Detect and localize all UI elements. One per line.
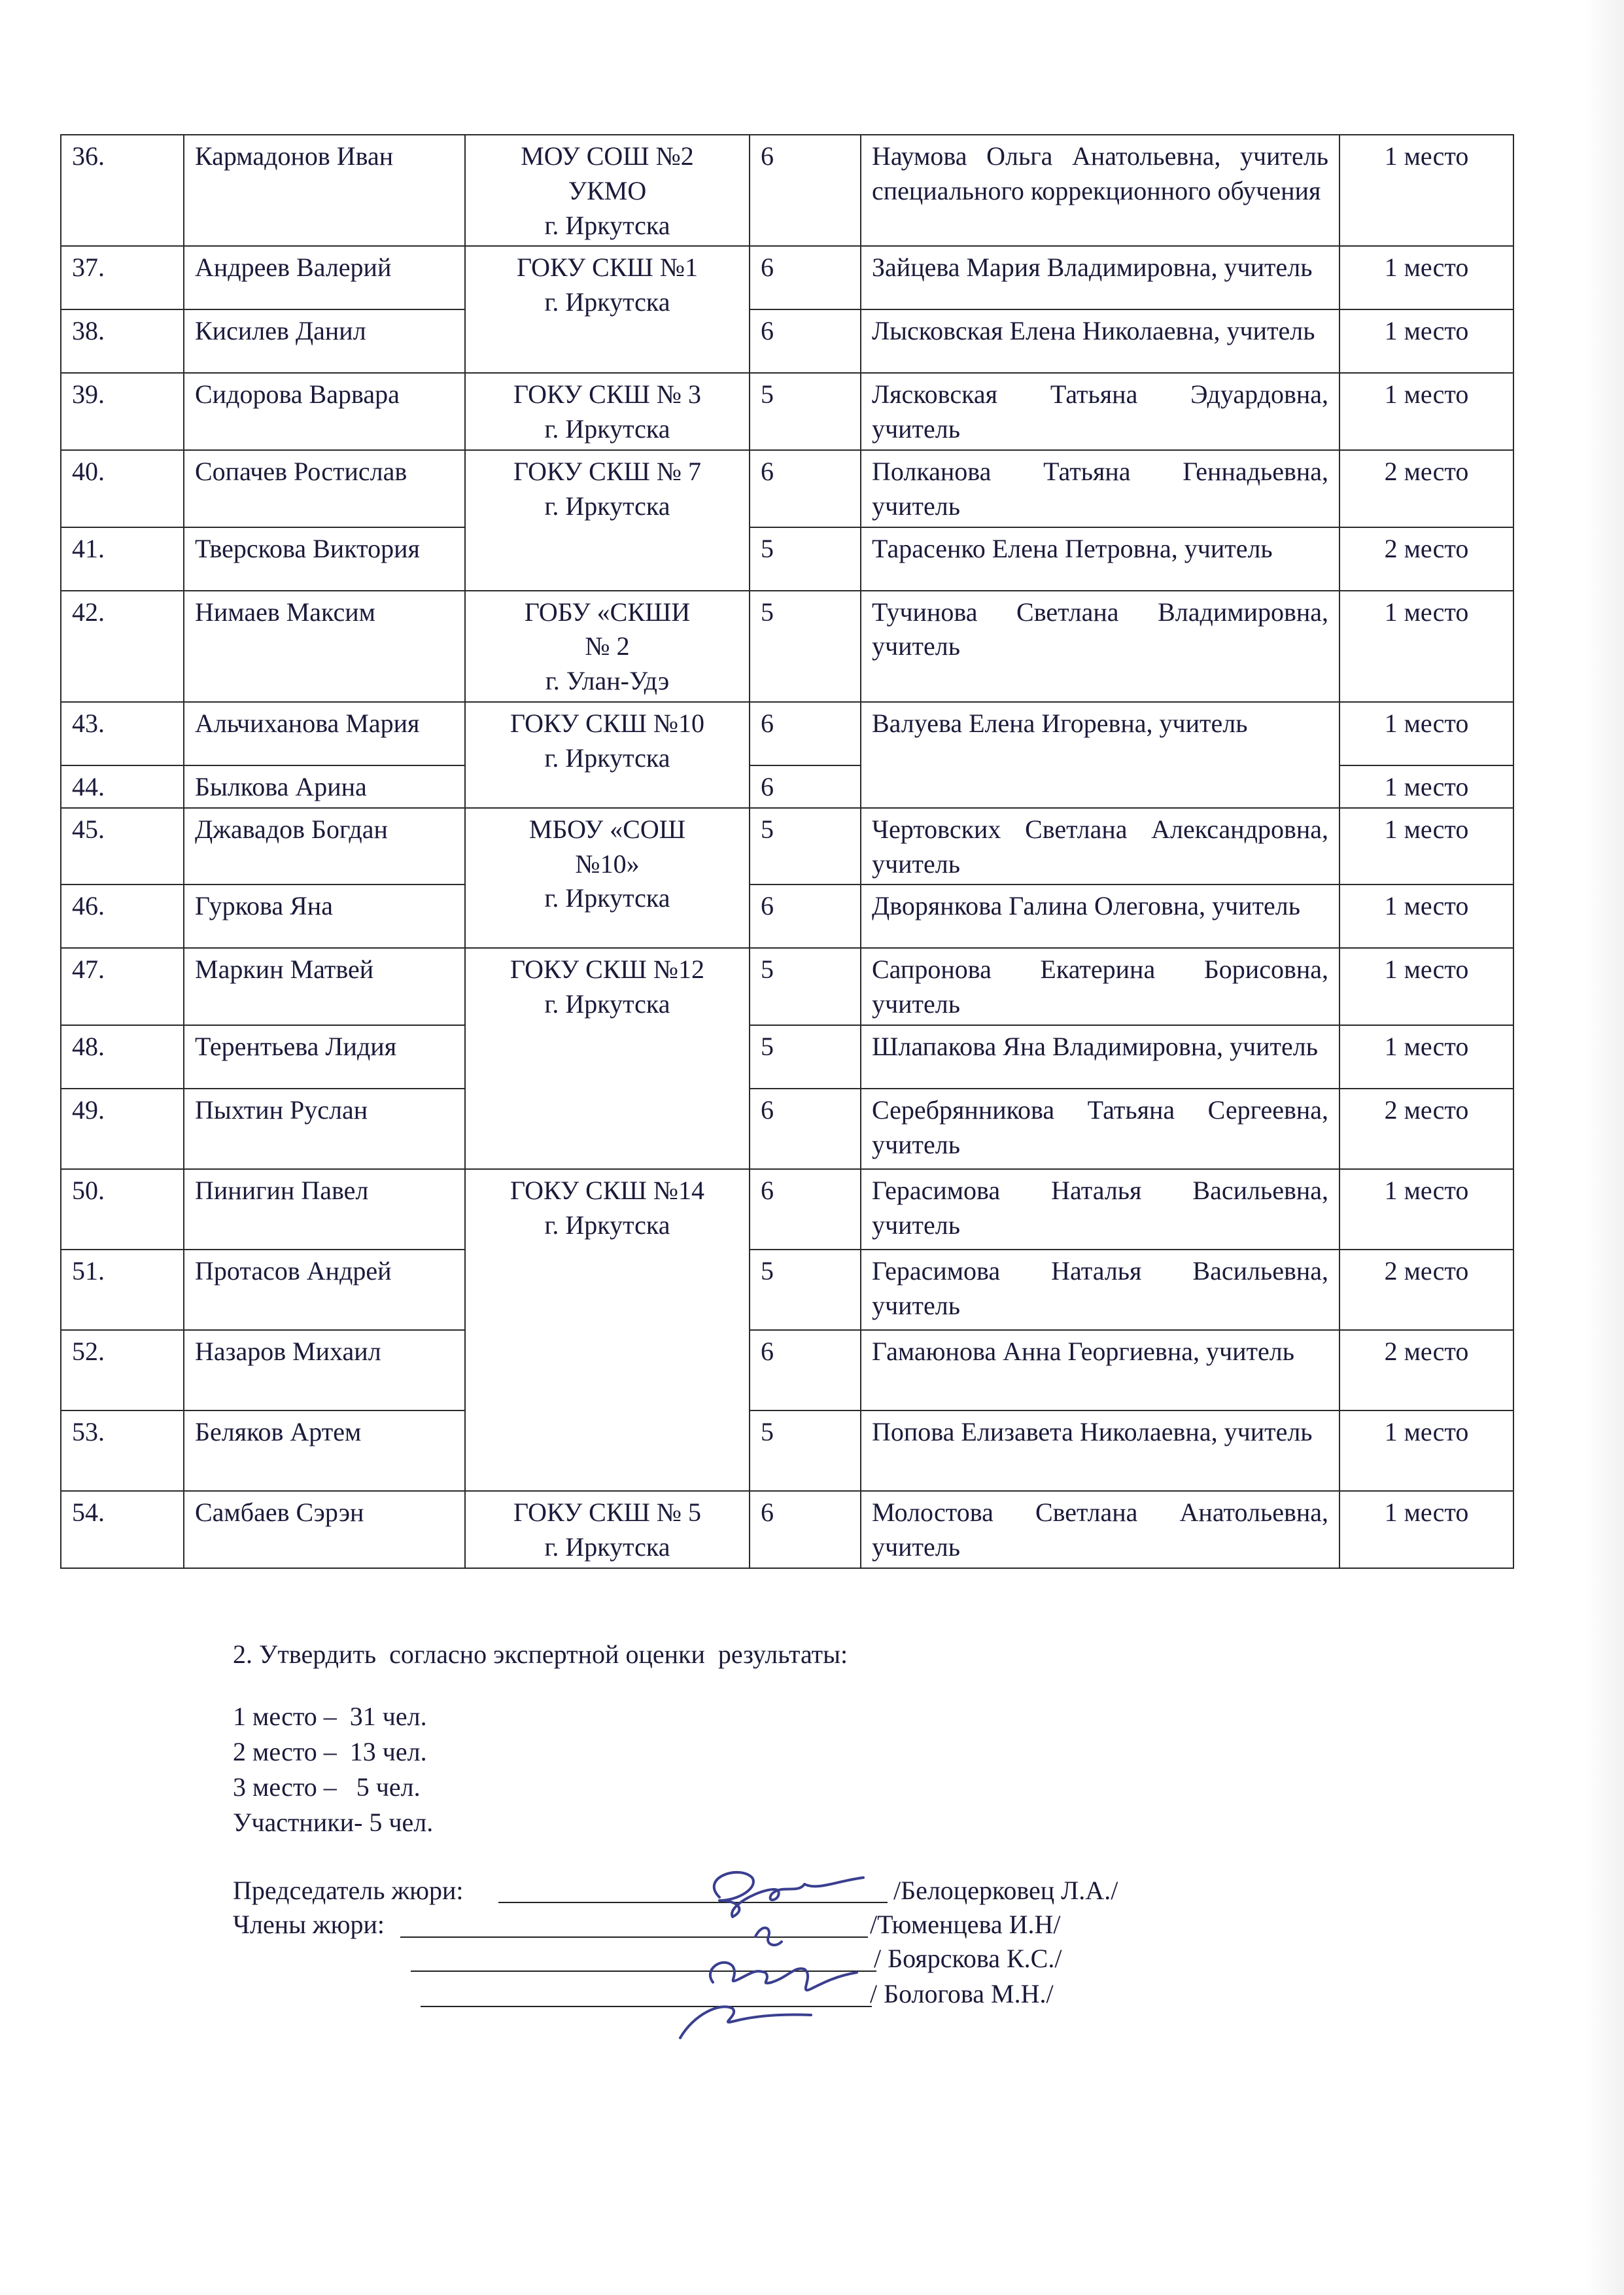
teacher-cell: Сапронова Екатерина Борисовна, учитель <box>861 948 1339 1025</box>
row-number: 36. <box>61 135 184 246</box>
place-cell: 1 место <box>1339 765 1513 808</box>
school-line: ГОКУ СКШ № 7 <box>513 456 702 486</box>
school-line: г. Иркутска <box>544 414 670 444</box>
student-name: Терентьева Лидия <box>184 1025 465 1089</box>
teacher-cell: Наумова Ольга Анатольевна, учитель специального коррекционного обучения <box>861 135 1339 246</box>
table-row <box>61 450 1513 527</box>
student-name: Тверскова Виктория <box>184 527 465 591</box>
grade-cell: 6 <box>750 246 861 309</box>
teacher-cell: Лысковская Елена Николаевна, учитель <box>861 309 1339 373</box>
school-cell <box>465 702 750 808</box>
table-row <box>61 1089 1513 1169</box>
table-row <box>61 808 1513 885</box>
grade-cell: 6 <box>750 1169 861 1250</box>
grade-cell: 6 <box>750 765 861 808</box>
grade-cell: 6 <box>750 1089 861 1169</box>
table-row <box>61 373 1513 450</box>
jury-member-2: / Боярскова К.С./ <box>874 1944 1062 1973</box>
teacher-cell: Валуева Елена Игоревна, учитель <box>861 702 1339 808</box>
table-row <box>61 948 1513 1025</box>
grade-cell: 5 <box>750 1025 861 1089</box>
teacher-cell: Герасимова Наталья Васильевна, учитель <box>861 1169 1339 1250</box>
table-row <box>61 885 1513 948</box>
student-name: Самбаев Сэрэн <box>184 1491 465 1568</box>
jury-member-3: / Бологова М.Н./ <box>870 1979 1054 2008</box>
row-number: 51. <box>61 1250 184 1330</box>
student-name: Кармадонов Иван <box>184 135 465 246</box>
row-number: 46. <box>61 885 184 948</box>
table-row <box>61 246 1513 309</box>
place-cell: 1 место <box>1339 309 1513 373</box>
grade-cell: 5 <box>750 948 861 1025</box>
grade-cell: 5 <box>750 1410 861 1491</box>
school-line: № 2 <box>585 631 630 661</box>
teacher-cell: Тучинова Светлана Владимировна, учитель <box>861 591 1339 702</box>
grade-cell: 5 <box>750 808 861 885</box>
row-number: 47. <box>61 948 184 1025</box>
teacher-cell: Дворянкова Галина Олеговна, учитель <box>861 885 1339 948</box>
student-name: Былкова Арина <box>184 765 465 808</box>
place-cell: 2 место <box>1339 527 1513 591</box>
grade-cell: 6 <box>750 1491 861 1568</box>
grade-cell: 5 <box>750 1250 861 1330</box>
table-row <box>61 309 1513 373</box>
grade-cell: 5 <box>750 373 861 450</box>
teacher-cell: Полканова Татьяна Геннадьевна, учитель <box>861 450 1339 527</box>
school-line: УКМО <box>568 175 647 205</box>
teacher-cell: Серебрянникова Татьяна Сергеевна, учитель <box>861 1089 1339 1169</box>
grade-cell: 6 <box>750 885 861 948</box>
school-cell <box>465 1491 750 1568</box>
row-number: 40. <box>61 450 184 527</box>
school-line: г. Иркутска <box>544 989 670 1019</box>
summary-line-2: 2 место – 13 чел. <box>233 1737 427 1766</box>
summary-line-3: 3 место – 5 чел. <box>233 1772 421 1802</box>
school-line: №10» <box>575 849 640 879</box>
table-row <box>61 702 1513 765</box>
school-cell <box>465 450 750 591</box>
table-row <box>61 527 1513 591</box>
teacher-cell: Попова Елизавета Николаевна, учитель <box>861 1410 1339 1491</box>
place-cell: 1 место <box>1339 1169 1513 1250</box>
teacher-cell: Зайцева Мария Владимировна, учитель <box>861 246 1339 309</box>
school-line: г. Иркутска <box>544 743 670 773</box>
student-name: Нимаев Максим <box>184 591 465 702</box>
place-cell: 1 место <box>1339 135 1513 246</box>
school-line: г. Иркутска <box>544 1210 670 1240</box>
student-name: Сидорова Варвара <box>184 373 465 450</box>
jury-member-1: /Тюменцева И.Н/ <box>870 1910 1061 1939</box>
school-line: ГОБУ «СКШИ <box>524 597 691 627</box>
place-cell: 2 место <box>1339 1089 1513 1169</box>
school-cell <box>465 246 750 373</box>
place-cell: 2 место <box>1339 450 1513 527</box>
student-name: Пинигин Павел <box>184 1169 465 1250</box>
teacher-cell: Герасимова Наталья Васильевна, учитель <box>861 1250 1339 1330</box>
place-cell: 2 место <box>1339 1330 1513 1410</box>
table-row <box>61 1330 1513 1410</box>
place-cell: 1 место <box>1339 1491 1513 1568</box>
student-name: Джавадов Богдан <box>184 808 465 885</box>
summary-line-4: Участники- 5 чел. <box>233 1808 434 1837</box>
table-row <box>61 1025 1513 1089</box>
row-number: 38. <box>61 309 184 373</box>
student-name: Гуркова Яна <box>184 885 465 948</box>
school-line: г. Иркутска <box>544 287 670 317</box>
school-line: ГОКУ СКШ №1 <box>516 253 699 283</box>
row-number: 42. <box>61 591 184 702</box>
school-line: МБОУ «СОШ <box>528 814 686 844</box>
grade-cell: 6 <box>750 450 861 527</box>
place-cell: 1 место <box>1339 808 1513 885</box>
school-line: г. Улан-Удэ <box>545 666 670 696</box>
student-name: Назаров Михаил <box>184 1330 465 1410</box>
teacher-cell: Тарасенко Елена Петровна, учитель <box>861 527 1339 591</box>
page-edge <box>1585 0 1624 2295</box>
school-line: ГОКУ СКШ №14 <box>510 1175 705 1205</box>
grade-cell: 6 <box>750 1330 861 1410</box>
school-cell <box>465 135 750 246</box>
school-line: г. Иркутска <box>544 210 670 240</box>
school-cell <box>465 948 750 1169</box>
table-row <box>61 1410 1513 1491</box>
student-name: Сопачев Ростислав <box>184 450 465 527</box>
row-number: 53. <box>61 1410 184 1491</box>
row-number: 45. <box>61 808 184 885</box>
school-cell <box>465 1169 750 1491</box>
place-cell: 1 место <box>1339 885 1513 948</box>
place-cell: 1 место <box>1339 948 1513 1025</box>
grade-cell: 6 <box>750 309 861 373</box>
table-row <box>61 135 1513 246</box>
teacher-cell: Шлапакова Яна Владимировна, учитель <box>861 1025 1339 1089</box>
results-table <box>60 134 1514 1569</box>
place-cell: 1 место <box>1339 702 1513 765</box>
grade-cell: 6 <box>750 702 861 765</box>
school-line: ГОКУ СКШ № 5 <box>513 1497 702 1527</box>
table-row <box>61 1491 1513 1568</box>
row-number: 43. <box>61 702 184 765</box>
teacher-cell: Гамаюнова Анна Георгиевна, учитель <box>861 1330 1339 1410</box>
student-name: Альчиханова Мария <box>184 702 465 765</box>
grade-cell: 5 <box>750 591 861 702</box>
student-name: Маркин Матвей <box>184 948 465 1025</box>
row-number: 49. <box>61 1089 184 1169</box>
jury-chair-name: /Белоцерковец Л.А./ <box>893 1876 1118 1905</box>
results-table-body <box>61 135 1513 1568</box>
row-number: 52. <box>61 1330 184 1410</box>
row-number: 48. <box>61 1025 184 1089</box>
row-number: 44. <box>61 765 184 808</box>
row-number: 39. <box>61 373 184 450</box>
table-row <box>61 591 1513 702</box>
grade-cell: 6 <box>750 135 861 246</box>
row-number: 41. <box>61 527 184 591</box>
student-name: Андреев Валерий <box>184 246 465 309</box>
place-cell: 1 место <box>1339 246 1513 309</box>
place-cell: 1 место <box>1339 1025 1513 1089</box>
school-line: ГОКУ СКШ №12 <box>510 955 705 985</box>
row-number: 50. <box>61 1169 184 1250</box>
student-name: Пыхтин Руслан <box>184 1089 465 1169</box>
summary-heading: 2. Утвердить согласно экспертной оценки результаты: <box>233 1639 848 1669</box>
table-row <box>61 1250 1513 1330</box>
school-line: ГОКУ СКШ №10 <box>510 708 705 738</box>
teacher-cell: Чертовских Светлана Александровна, учитель <box>861 808 1339 885</box>
school-line: г. Иркутска <box>544 1532 670 1562</box>
school-line: ГОКУ СКШ № 3 <box>513 379 702 410</box>
school-cell <box>465 373 750 450</box>
handwritten-signatures <box>641 1838 942 2048</box>
student-name: Кисилев Данил <box>184 309 465 373</box>
row-number: 54. <box>61 1491 184 1568</box>
student-name: Беляков Артем <box>184 1410 465 1491</box>
place-cell: 2 место <box>1339 1250 1513 1330</box>
place-cell: 1 место <box>1339 373 1513 450</box>
school-line: г. Иркутска <box>544 883 670 913</box>
jury-chair-label: Председатель жюри: <box>233 1876 464 1905</box>
jury-members-label: Члены жюри: <box>233 1910 385 1939</box>
grade-cell: 5 <box>750 527 861 591</box>
place-cell: 1 место <box>1339 591 1513 702</box>
school-line: г. Иркутска <box>544 491 670 521</box>
school-line: МОУ СОШ №2 <box>521 141 694 171</box>
summary-line-1: 1 место – 31 чел. <box>233 1702 427 1731</box>
school-cell <box>465 808 750 949</box>
table-row <box>61 1169 1513 1250</box>
teacher-cell: Лясковская Татьяна Эдуардовна, учитель <box>861 373 1339 450</box>
school-cell <box>465 591 750 702</box>
student-name: Протасов Андрей <box>184 1250 465 1330</box>
teacher-cell: Молостова Светлана Анатольевна, учитель <box>861 1491 1339 1568</box>
row-number: 37. <box>61 246 184 309</box>
place-cell: 1 место <box>1339 1410 1513 1491</box>
